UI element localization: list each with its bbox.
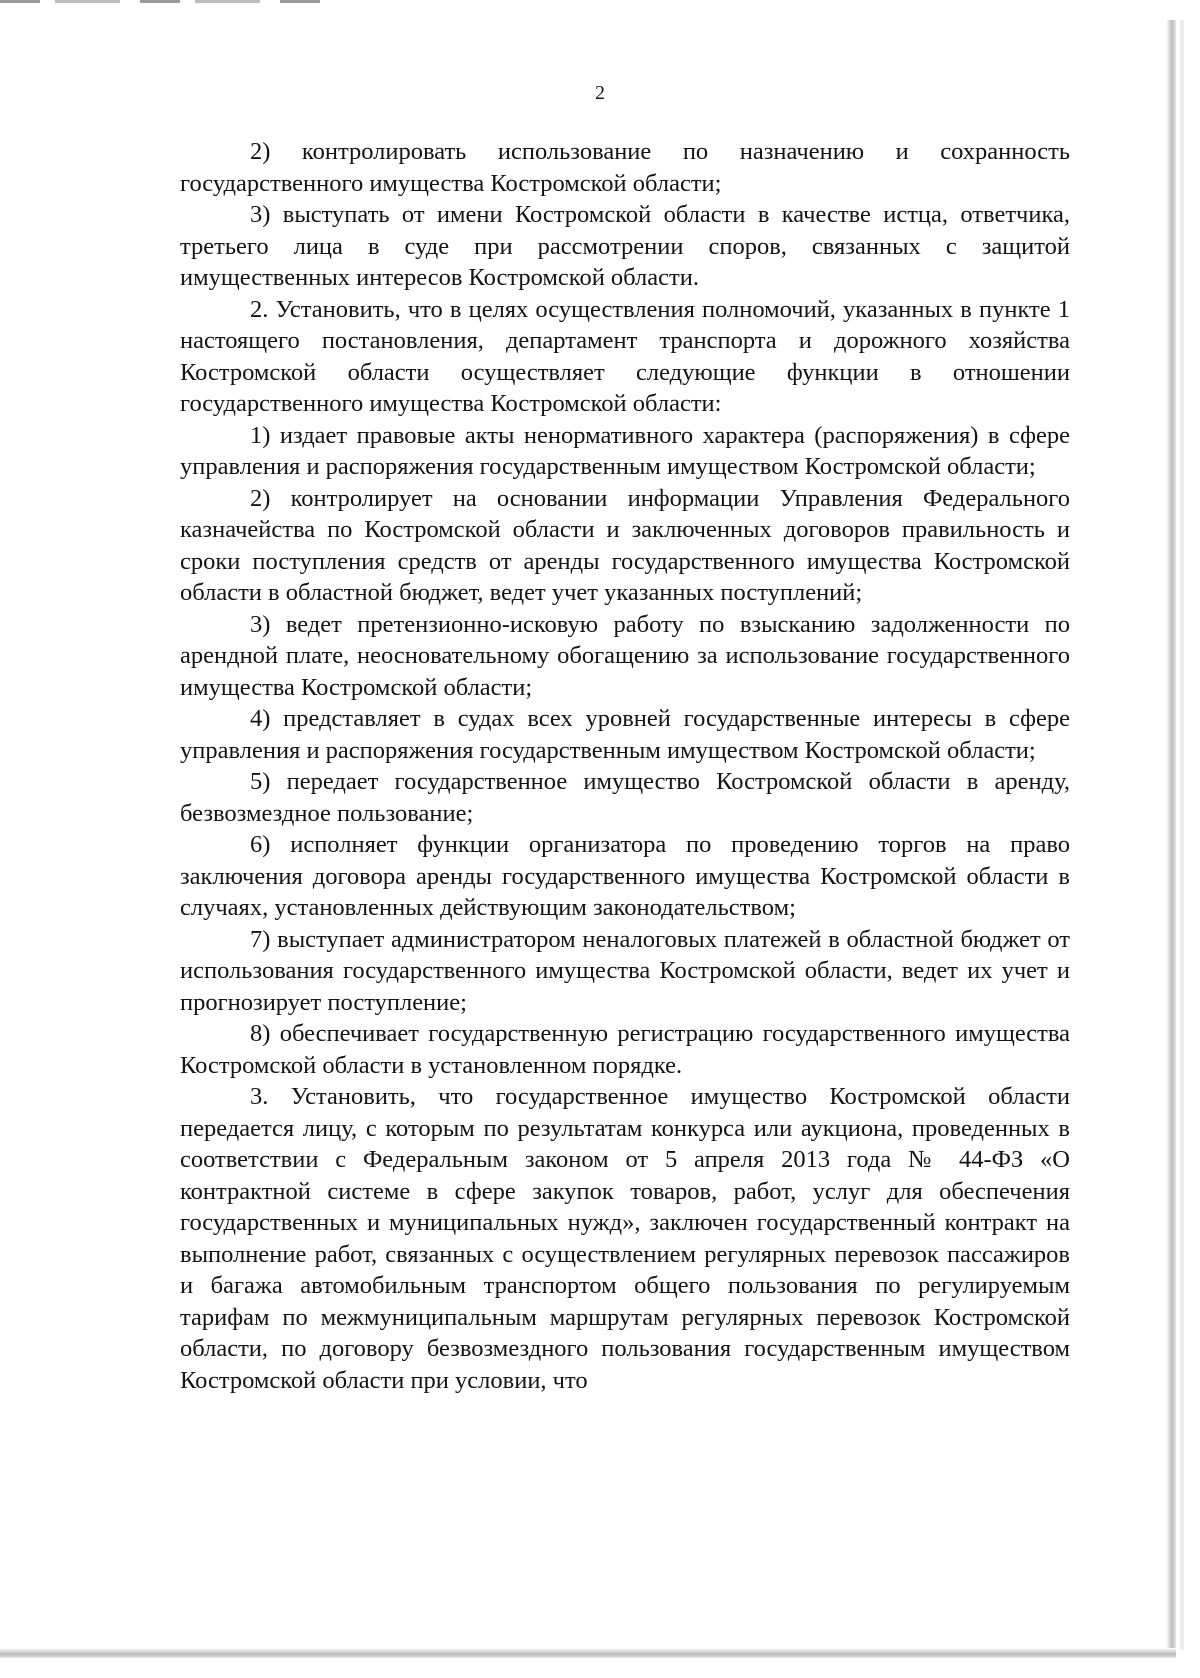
scan-right-edge-shadow (1166, 20, 1176, 1650)
paragraph-represent-in-court: 3) выступать от имени Костромской области в качестве истца, ответчика, третьего лица в суде при рассмотрении споров, связанных с защитой имущественных интересов Костромской области. (180, 201, 1070, 291)
paragraph-transfers-property: 5) передает государственное имущество Костромской области в аренду, безвозмездное пользование; (180, 768, 1070, 827)
paragraph-court-representation: 4) представляет в судах всех уровней государственные интересы в сфере управления и распоряжения государственным имуществом Костромской области; (180, 705, 1070, 764)
scan-top-edge-artifact (0, 0, 330, 3)
paragraph-administrator-payments: 7) выступает администратором неналоговых платежей в областной бюджет от использования государственного имущества Костромской области, ведет их учет и прогнозирует поступление; (180, 925, 1070, 1016)
paragraph-auction-organizer: 6) исполняет функции организатора по проведению торгов на право заключения договора аренды государственного имущества Костромской области в случаях, установленных действующим законодательством; (180, 831, 1070, 921)
document-body (180, 136, 1070, 1396)
paragraph-state-registration: 8) обеспечивает государственную регистрацию государственного имущества Костромской области в установленном порядке. (180, 1020, 1070, 1079)
paragraph-controls-revenue: 2) контролирует на основании информации Управления Федерального казначейства по Костромской области и заключенных договоров правильность и сроки поступления средств от аренды государственного имущества Костромской области в областной бюджет, ведет учет указанных поступлений; (180, 484, 1070, 606)
paragraph-issues-acts: 1) издает правовые акты ненормативного характера (распоряжения) в сфере управления и распоряжения государственным имуществом Костромской области; (180, 421, 1070, 480)
paragraph-control-usage: 2) контролировать использование по назначению и сохранность государственного имущества Костромской области; (180, 138, 1070, 197)
paragraph-section-2: 2. Установить, что в целях осуществления полномочий, указанных в пункте 1 настоящего постановления, департамент транспорта и дорожного хозяйства Костромской области осуществляет следующие функции в отношении государственного имущества Костромской области: (180, 295, 1070, 417)
paragraph-claims-work: 3) ведет претензионно-исковую работу по взысканию задолженности по арендной плате, неосновательному обогащению за использование государственного имущества Костромской области; (180, 610, 1070, 701)
scan-bottom-edge-shadow (0, 1648, 1176, 1658)
page-number: 2 (595, 82, 605, 104)
paragraph-section-3: 3. Установить, что государственное имущество Костромской области передается лицу, с которым по результатам конкурса или аукциона, проведенных в соответствии с Федеральным законом от 5 апреля 2013 года № 44-ФЗ «О контрактной системе в сфере закупок товаров, работ, услуг для обеспечения государственных и муниципальных нужд», заключен государственный контракт на выполнение работ, связанных с осуществлением регулярных перевозок пассажиров и багажа автомобильным транспортом общего пользования по регулируемым тарифам по межмуниципальным маршрутам регулярных перевозок Костромской области, по договору безвозмездного пользования государственным имуществом Костромской области при условии, что (180, 1083, 1070, 1394)
scan-right-edge-line (1180, 20, 1184, 1650)
